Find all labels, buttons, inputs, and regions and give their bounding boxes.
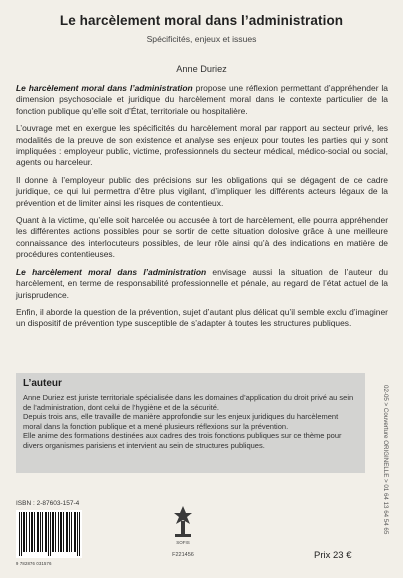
title-emphasis: Le harcèlement moral dans l’administration: [16, 83, 193, 93]
author-name: Anne Duriez: [176, 64, 227, 74]
spine-text: 02-05 > Couverture ORIGINELLE > 01 64 13 64 54 65: [382, 385, 389, 535]
spine-print-marks: [380, 385, 390, 560]
price-label: Prix 23 €: [314, 550, 352, 561]
author-bio-paragraph: Depuis trois ans, elle travaille de manière approfondie sur les enjeux juridiques du harcèlement moral dans la fonction publique et a mené plusieurs réflexions sur la prévention.: [23, 412, 339, 431]
back-cover-description: [16, 83, 388, 336]
author-bio-text: [23, 393, 358, 451]
paragraph-intro: [16, 83, 388, 117]
barcode-number: 9 782876 031576: [16, 561, 52, 566]
book-title: Le harcèlement moral dans l’administration: [59, 13, 344, 28]
paragraph-victim: Quant à la victime, qu’elle soit harcelée ou accusée à tort de harcèlement, elle pourra appréhender les différentes actions possibles pour se sortir de cette situation dolosive grâce à une meilleure connaissance des interlocuteurs possibles, de leur rôle ainsi qu’à des indications en matière de procédures contentieuses.: [16, 215, 388, 260]
paragraph-text: envisage aussi la situation de l’auteur du harcèlement, en terme de responsabilité professionnelle et pénale, au regard de l’état actuel de la jurisprudence.: [16, 266, 388, 300]
author-bio-heading: L’auteur: [23, 378, 62, 389]
product-code: F221456: [172, 552, 194, 558]
paragraph-employer: Il donne à l’employeur public des précisions sur les obligations qui se dégagent de ce cadre juridique, ce qui lui permettra d’être plus vigilant, d’impliquer les différents acteurs légaux de la prévention et de limiter ainsi les risques de contentieux.: [16, 174, 388, 208]
publisher-label: SOFIS: [176, 540, 190, 545]
title-emphasis: Le harcèlement moral dans l’administration: [16, 266, 207, 277]
paragraph-text: propose une réflexion permettant d’appréhender la dimension psychosociale et juridique du harcèlement moral dans le contexte particulier de la fonction publique qu’elle soit d’État, territoriale ou hospitalière.: [16, 83, 388, 116]
barcode-icon: [16, 510, 82, 558]
publisher-logo-icon: [168, 505, 198, 539]
author-bio-box: [16, 373, 365, 473]
author-bio-paragraph: Anne Duriez est juriste territoriale spécialisée dans les domaines d’application du droit privé au sein de l’administration, dont celui de l’hygiène et de la sécurité.: [23, 393, 354, 412]
isbn-label: ISBN : 2-87603-157-4: [16, 500, 80, 507]
author-bio-paragraph: Elle anime des formations destinées aux cadres des trois fonctions publiques sur ce thème pour divers organismes parisiens et intervient au sein de structures publiques.: [23, 431, 342, 450]
paragraph-prevention: Enfin, il aborde la question de la prévention, sujet d’autant plus délicat qu’il semble exclu d’imaginer un dispositif de prévention type susceptible de s’adapter à toutes les structures publiques.: [16, 306, 388, 329]
book-subtitle: Spécificités, enjeux et issues: [146, 34, 257, 44]
paragraph-perpetrator: [16, 267, 388, 301]
paragraph-specificities: L’ouvrage met en exergue les spécificités du harcèlement moral par rapport au secteur privé, les modalités de la preuve de son existence et analyse ses enjeux pour toutes les parties qui y sont impliquées : employeur public, victime, professionnels du secteur médical, médico-social ou social, agents ou harceleur.: [16, 123, 388, 168]
